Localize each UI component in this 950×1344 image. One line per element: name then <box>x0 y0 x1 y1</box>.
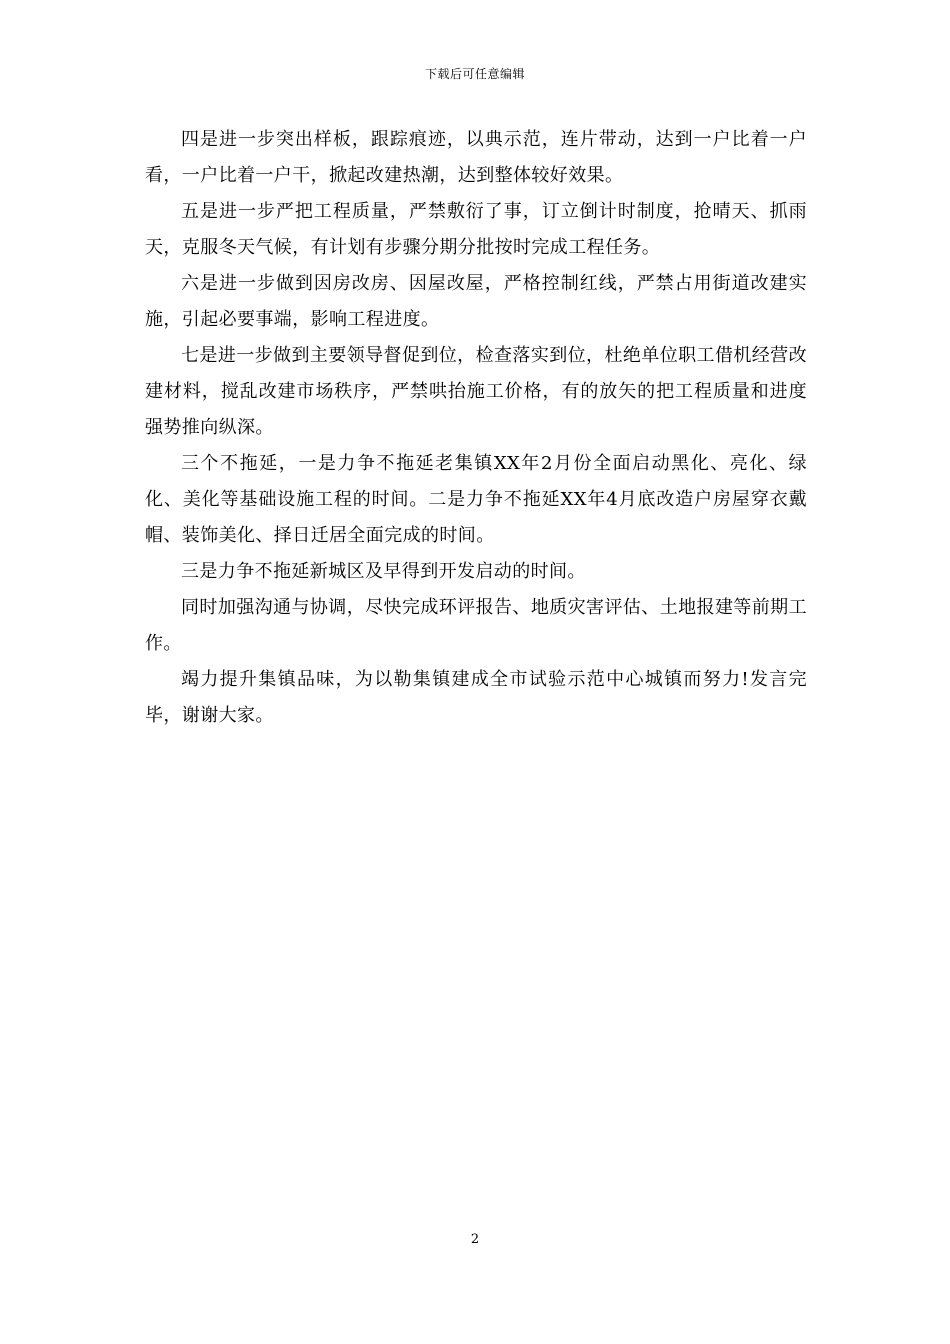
page-header: 下载后可任意编辑 <box>424 67 525 81</box>
paragraph-7: 七是进一步做到主要领导督促到位，检查落实到位，杜绝单位职工借机经营改建材料，搅乱改建市场秩序，严禁哄抬施工价格，有的放矢的把工程质量和进度强势推向纵深。 <box>145 345 807 438</box>
paragraph-4: 四是进一步突出样板，跟踪痕迹，以典示范，连片带动，达到一户比着一户看，一户比着一户干，掀起改建热潮，达到整体较好效果。 <box>145 129 807 186</box>
paragraph-three-no-delay: 三个不拖延，一是力争不拖延老集镇XX年2月份全面启动黑化、亮化、绿化、美化等基础设施工程的时间。二是力争不拖延XX年4月底改造户房屋穿衣戴帽、装饰美化、择日迁居全面完成的时间。 <box>145 453 807 546</box>
paragraph-third-point: 三是力争不拖延新城区及早得到开发启动的时间。 <box>181 561 586 582</box>
paragraph-5: 五是进一步严把工程质量，严禁敷衍了事，订立倒计时制度，抢晴天、抓雨天，克服冬天气候，有计划有步骤分期分批按时完成工程任务。 <box>145 201 807 258</box>
document-body <box>145 122 807 734</box>
paragraph-6: 六是进一步做到因房改房、因屋改屋，严格控制红线，严禁占用街道改建实施，引起必要事端，影响工程进度。 <box>145 273 807 330</box>
page-number: 2 <box>470 1232 480 1247</box>
paragraph-closing: 竭力提升集镇品味，为以勒集镇建成全市试验示范中心城镇而努力!发言完毕，谢谢大家。 <box>145 669 807 726</box>
paragraph-coordination: 同时加强沟通与协调，尽快完成环评报告、地质灾害评估、土地报建等前期工作。 <box>145 597 807 654</box>
